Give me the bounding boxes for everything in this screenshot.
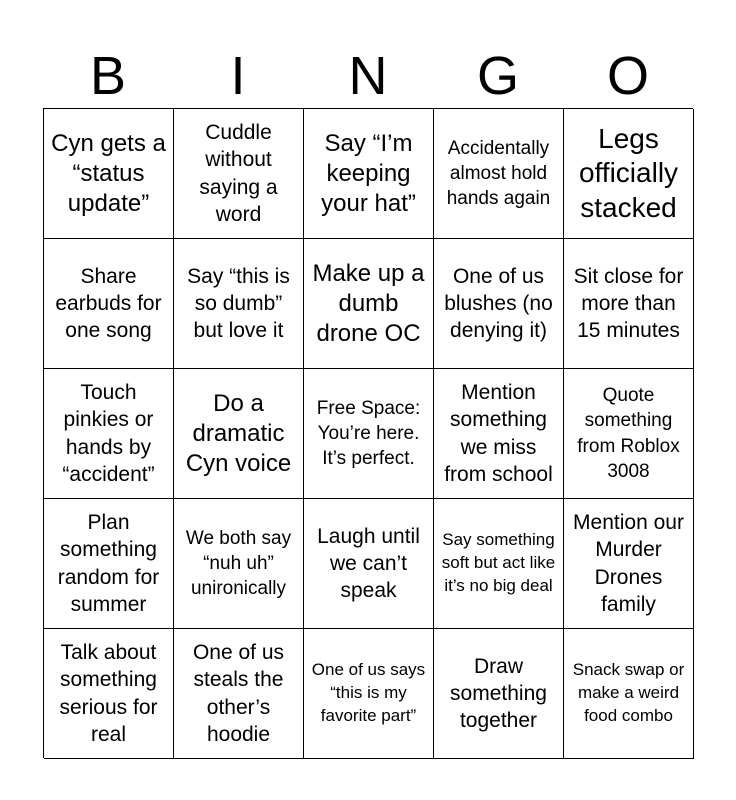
bingo-cell-text: Snack swap or make a weird food combo bbox=[572, 660, 685, 725]
bingo-cell-text: Make up a dumb drone OC bbox=[312, 259, 425, 347]
bingo-cell-5[interactable] bbox=[564, 109, 694, 239]
header-letter-i: I bbox=[230, 46, 246, 106]
bingo-cell-text: One of us steals the other’s hoodie bbox=[192, 640, 285, 746]
bingo-cell-23[interactable] bbox=[304, 629, 434, 759]
bingo-cell-10[interactable] bbox=[564, 239, 694, 369]
bingo-cell-text: Touch pinkies or hands by “accident” bbox=[62, 380, 155, 486]
bingo-cell-free-space[interactable] bbox=[304, 369, 434, 499]
bingo-cell-text: Draw something together bbox=[450, 654, 547, 733]
bingo-cell-text: Say “I’m keeping your hat” bbox=[321, 129, 416, 217]
bingo-cell-text: Quote something from Roblox 3008 bbox=[577, 385, 680, 482]
bingo-cell-text: We both say “nuh uh” unironically bbox=[185, 527, 292, 600]
bingo-cell-text: One of us says “this is my favorite part” bbox=[311, 660, 426, 725]
bingo-cell-1[interactable] bbox=[44, 109, 174, 239]
bingo-cell-text: One of us blushes (no denying it) bbox=[444, 264, 553, 343]
bingo-cell-text: Laugh until we can’t speak bbox=[317, 524, 420, 603]
bingo-cell-4[interactable] bbox=[434, 109, 564, 239]
bingo-cell-text: Cuddle without saying a word bbox=[199, 120, 278, 226]
bingo-cell-text: Sit close for more than 15 minutes bbox=[573, 264, 684, 343]
bingo-cell-text: Do a dramatic Cyn voice bbox=[185, 389, 292, 477]
bingo-cell-text: Cyn gets a “status update” bbox=[51, 129, 166, 217]
header-letter-g: G bbox=[476, 46, 519, 106]
bingo-cell-7[interactable] bbox=[174, 239, 304, 369]
bingo-cell-text: Mention something we miss from school bbox=[444, 380, 553, 486]
bingo-header bbox=[43, 44, 693, 108]
bingo-cell-14[interactable] bbox=[434, 369, 564, 499]
bingo-cell-8[interactable] bbox=[304, 239, 434, 369]
bingo-cell-text: Legs officially stacked bbox=[578, 123, 679, 223]
bingo-cell-22[interactable] bbox=[174, 629, 304, 759]
bingo-cell-text: Say “this is so dumb” but love it bbox=[187, 264, 290, 343]
bingo-cell-text: Accidentally almost hold hands again bbox=[446, 137, 551, 210]
bingo-cell-3[interactable] bbox=[304, 109, 434, 239]
bingo-cell-text: Free Space: You’re here. It’s perfect. bbox=[316, 397, 421, 470]
bingo-cell-11[interactable] bbox=[44, 369, 174, 499]
bingo-cell-24[interactable] bbox=[434, 629, 564, 759]
bingo-cell-16[interactable] bbox=[44, 499, 174, 629]
bingo-cell-12[interactable] bbox=[174, 369, 304, 499]
bingo-cell-15[interactable] bbox=[564, 369, 694, 499]
bingo-cell-text: Plan something random for summer bbox=[57, 510, 160, 616]
bingo-cell-text: Mention our Murder Drones family bbox=[573, 510, 684, 616]
bingo-cell-17[interactable] bbox=[174, 499, 304, 629]
bingo-cell-2[interactable] bbox=[174, 109, 304, 239]
bingo-cell-9[interactable] bbox=[434, 239, 564, 369]
bingo-cell-19[interactable] bbox=[434, 499, 564, 629]
bingo-cell-20[interactable] bbox=[564, 499, 694, 629]
header-letter-n: N bbox=[348, 46, 388, 106]
header-letter-o: O bbox=[606, 46, 649, 106]
bingo-cell-text: Share earbuds for one song bbox=[55, 264, 162, 343]
bingo-board bbox=[43, 108, 693, 758]
bingo-cell-18[interactable] bbox=[304, 499, 434, 629]
bingo-cell-25[interactable] bbox=[564, 629, 694, 759]
bingo-cell-text: Talk about something serious for real bbox=[59, 640, 158, 746]
header-letter-b: B bbox=[89, 46, 127, 106]
bingo-cell-21[interactable] bbox=[44, 629, 174, 759]
bingo-cell-6[interactable] bbox=[44, 239, 174, 369]
bingo-cell-text: Say something soft but act like it’s no big deal bbox=[441, 530, 556, 595]
